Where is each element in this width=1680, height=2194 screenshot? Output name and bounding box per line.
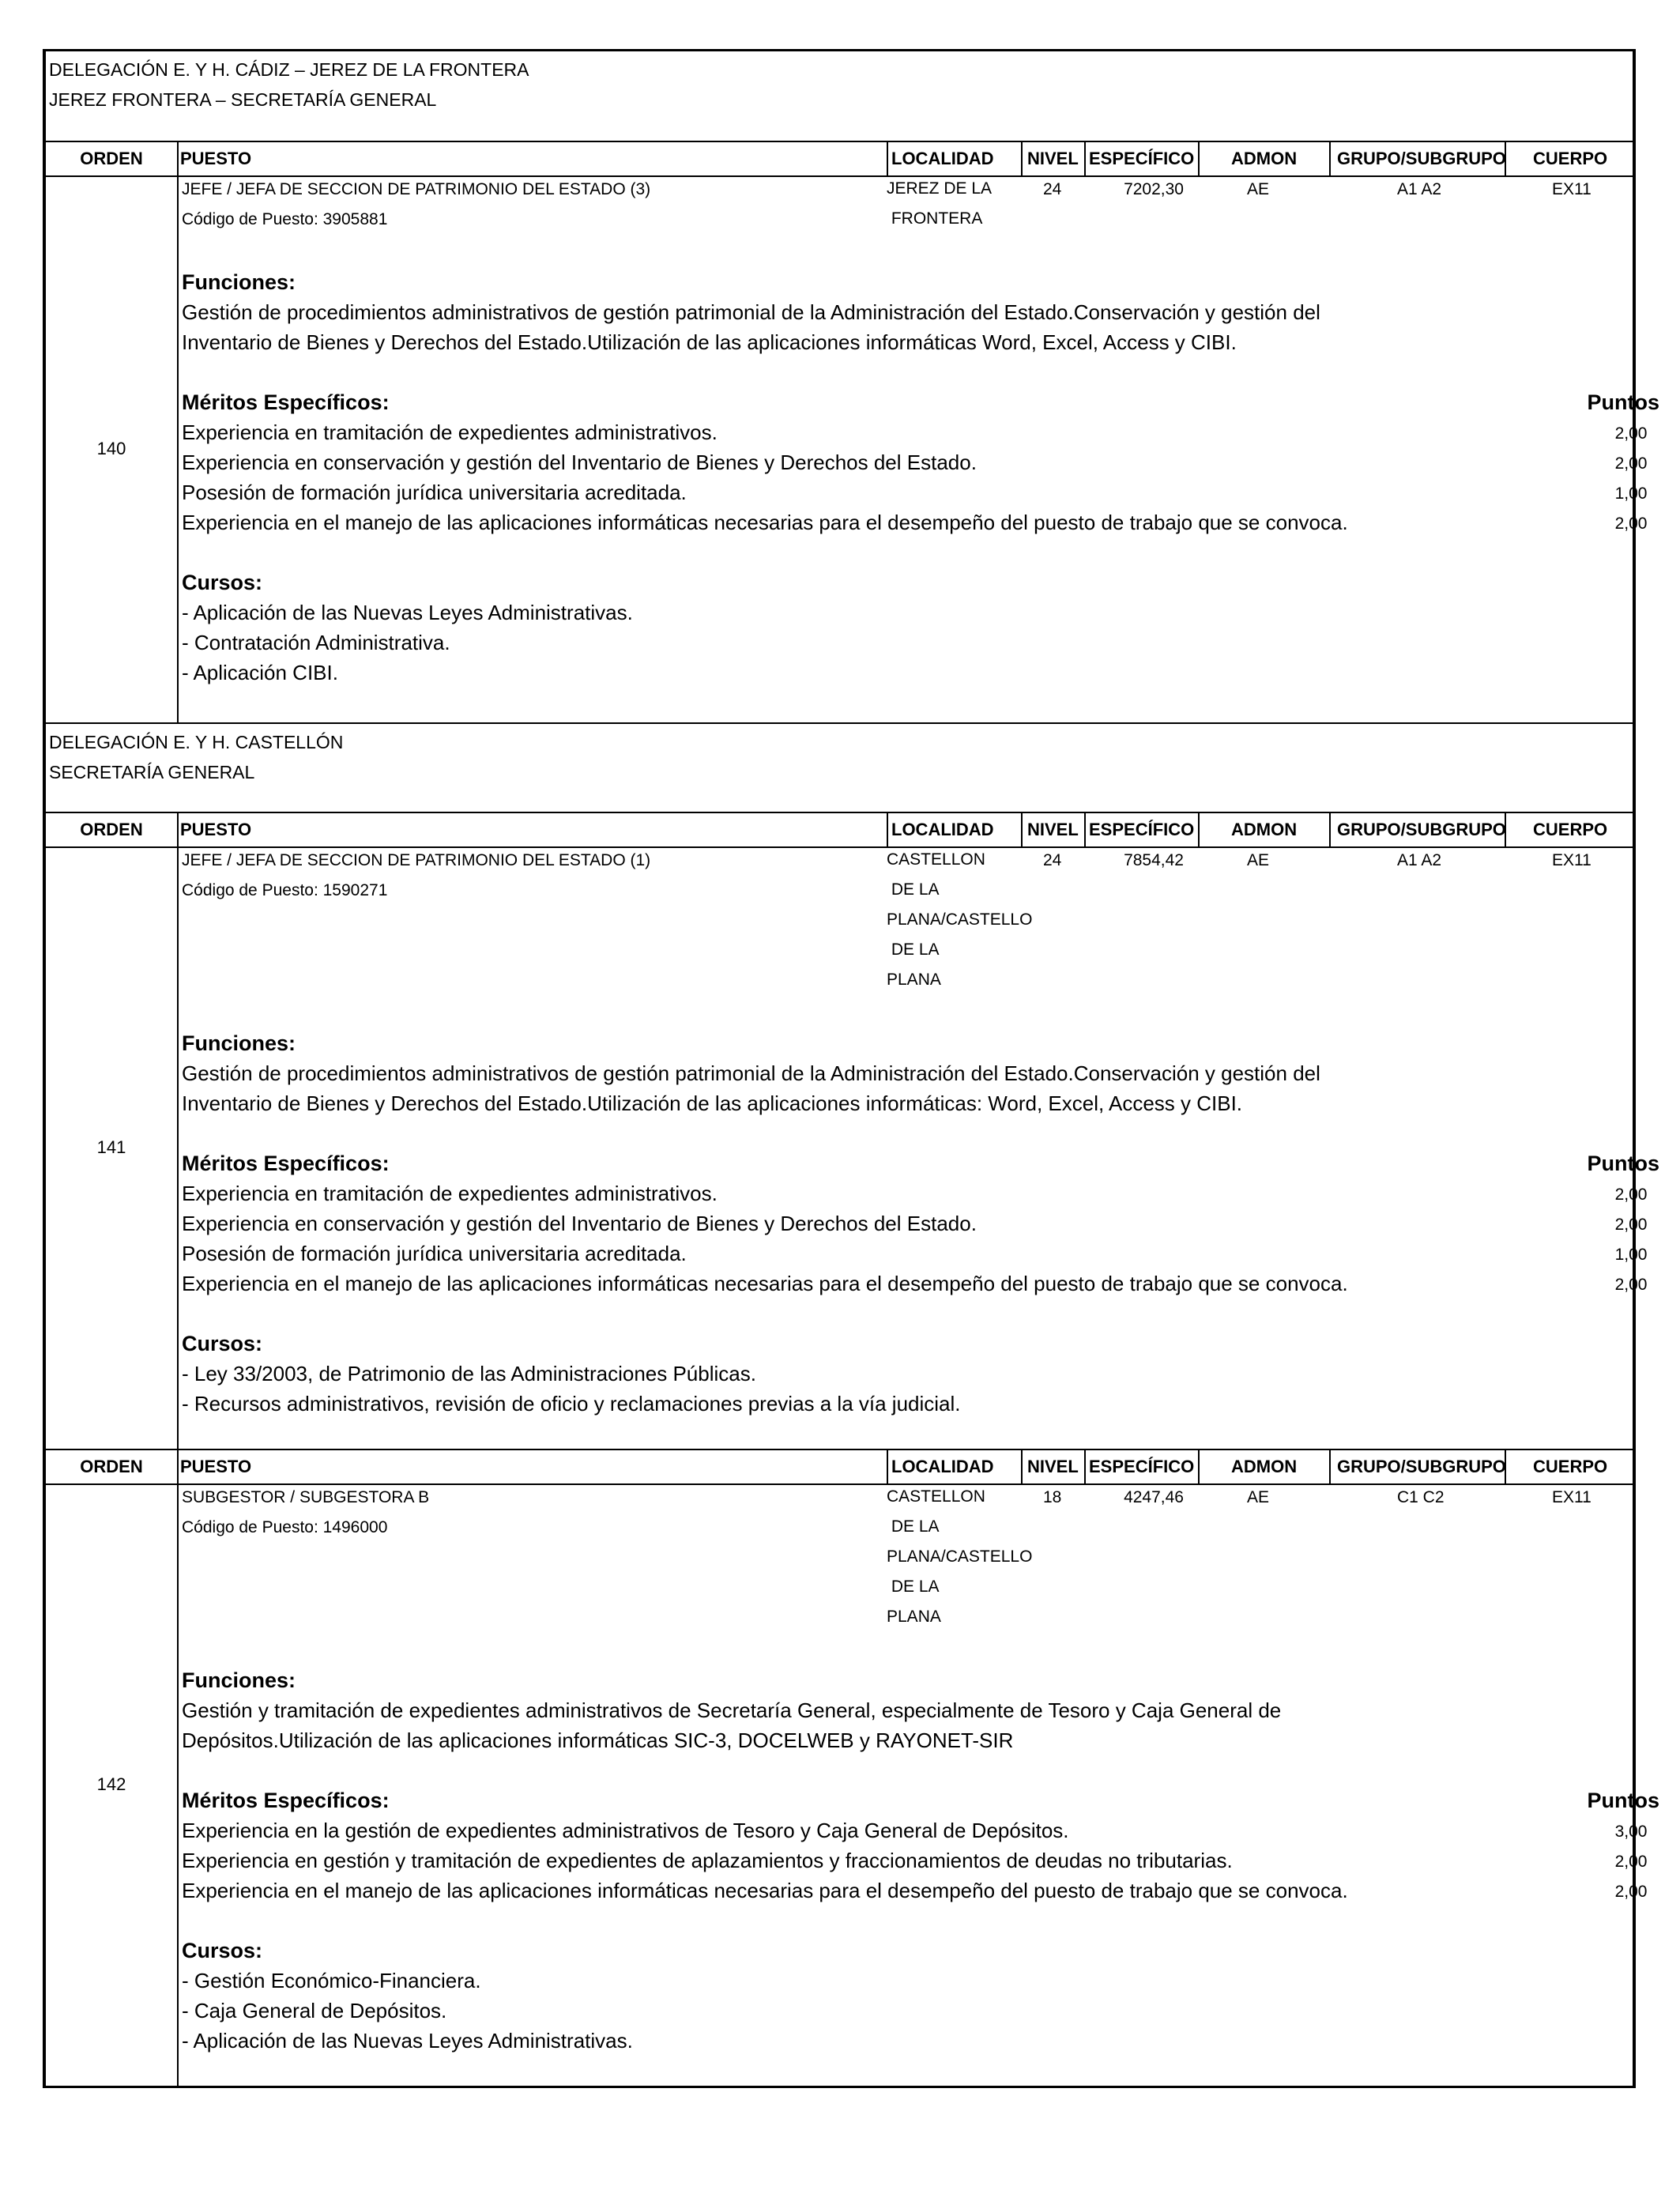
- merito-puntos: 1,00: [1614, 484, 1648, 503]
- curso-line: - Recursos administrativos, revisión de oficio y reclamaciones previas a la vía judicial.: [182, 1392, 961, 1416]
- delegation-line-1: DELEGACIÓN E. Y H. CÁDIZ – JEREZ DE LA FRONTERA: [49, 59, 529, 80]
- puesto-title: JEFE / JEFA DE SECCION DE PATRIMONIO DEL ESTADO (3): [182, 180, 651, 198]
- localidad-value: CASTELLON DE LA PLANA/CASTELLO DE LA PLANA: [887, 1487, 1033, 1626]
- document-frame: [43, 49, 1659, 2088]
- column-header-localidad: LOCALIDAD: [891, 149, 994, 168]
- column-header-orden: ORDEN: [80, 820, 143, 839]
- header-divider: [1329, 813, 1331, 846]
- merito-text: Experiencia en el manejo de las aplicaciones informáticas necesarias para el desempeño del puesto de trabajo que se convoca.: [182, 511, 1348, 534]
- cursos-title: Cursos:: [182, 1332, 263, 1355]
- nivel-value: 24: [1043, 180, 1062, 198]
- curso-line: - Gestión Económico-Financiera.: [182, 1969, 481, 1992]
- codigo-puesto: Código de Puesto: 1496000: [182, 1518, 388, 1536]
- header-divider: [177, 142, 179, 175]
- column-header-orden: ORDEN: [80, 149, 143, 168]
- spacer: [182, 1299, 1667, 1329]
- localidad-value: JEREZ DE LA FRONTERA: [887, 179, 993, 228]
- localidad-value: CASTELLON DE LA PLANA/CASTELLO DE LA PLANA: [887, 850, 1033, 989]
- cuerpo-value: EX11: [1552, 851, 1591, 869]
- funciones-title: Funciones:: [182, 1031, 296, 1055]
- header-divider: [1021, 813, 1023, 846]
- nivel-value: 24: [1043, 851, 1062, 869]
- funciones-line: Gestión y tramitación de expedientes administrativos de Secretaría General, especialmente de Tesoro y Caja General de: [182, 1698, 1282, 1722]
- header-divider: [1084, 142, 1086, 175]
- column-header-grupo: GRUPO/SUBGRUPO: [1337, 820, 1506, 839]
- post-block: [46, 1485, 1659, 2086]
- orden-value: 142: [96, 1774, 126, 1794]
- especifico-value: 4247,46: [1124, 1488, 1184, 1506]
- spacer: [182, 1118, 1667, 1148]
- column-header-localidad: LOCALIDAD: [891, 1457, 994, 1476]
- puntos-label: Puntos: [1587, 1152, 1659, 1175]
- merito-text: Experiencia en el manejo de las aplicaciones informáticas necesarias para el desempeño del puesto de trabajo que se convoca.: [182, 1879, 1348, 1902]
- column-header-admon: ADMON: [1231, 820, 1298, 839]
- column-divider: [177, 177, 179, 722]
- spacer: [182, 1906, 1667, 1936]
- merito-row: [182, 1208, 1667, 1238]
- header-divider: [1198, 813, 1200, 846]
- column-header-admon: ADMON: [1231, 1457, 1298, 1476]
- merito-puntos: 2,00: [1614, 454, 1648, 473]
- delegation-line-2: JEREZ FRONTERA – SECRETARÍA GENERAL: [49, 89, 437, 110]
- merito-row: [182, 507, 1667, 537]
- column-header-orden: ORDEN: [80, 1457, 143, 1476]
- curso-line: - Aplicación CIBI.: [182, 661, 338, 684]
- codigo-puesto: Código de Puesto: 3905881: [182, 210, 388, 228]
- merito-row: [182, 1845, 1667, 1875]
- column-header-puesto: PUESTO: [180, 1457, 252, 1476]
- merito-puntos: 2,00: [1614, 1216, 1648, 1234]
- orden-value: 141: [96, 1137, 126, 1157]
- merito-row: [182, 1269, 1667, 1299]
- merito-puntos: 2,00: [1614, 1186, 1648, 1204]
- column-header-nivel: NIVEL: [1027, 149, 1079, 168]
- delegation-heading: [46, 51, 1633, 142]
- cuerpo-value: EX11: [1552, 180, 1591, 198]
- header-divider: [177, 1450, 179, 1483]
- merito-text: Posesión de formación jurídica universitaria acreditada.: [182, 481, 687, 504]
- grupo-value: A1 A2: [1397, 851, 1442, 869]
- merito-puntos: 2,00: [1614, 1883, 1648, 1901]
- nivel-value: 18: [1043, 1488, 1062, 1506]
- table-header: [46, 1450, 1633, 1485]
- column-header-localidad: LOCALIDAD: [891, 820, 994, 839]
- header-divider: [887, 1450, 888, 1483]
- header-divider: [1198, 142, 1200, 175]
- funciones-line: Inventario de Bienes y Derechos del Estado.Utilización de las aplicaciones informáticas Word, Excel, Access y CIBI.: [182, 330, 1237, 354]
- grupo-value: A1 A2: [1397, 180, 1442, 198]
- column-header-nivel: NIVEL: [1027, 820, 1079, 839]
- header-divider: [1084, 813, 1086, 846]
- column-header-cuerpo: CUERPO: [1533, 1457, 1608, 1476]
- column-header-puesto: PUESTO: [180, 820, 252, 839]
- header-divider: [887, 813, 888, 846]
- header-divider: [887, 142, 888, 175]
- spacer: [182, 357, 1667, 387]
- merito-text: Experiencia en tramitación de expedientes administrativos.: [182, 420, 718, 444]
- merito-text: Experiencia en conservación y gestión del Inventario de Bienes y Derechos del Estado.: [182, 1212, 977, 1235]
- merito-puntos: 2,00: [1614, 1853, 1648, 1871]
- admon-value: AE: [1247, 851, 1270, 869]
- merito-text: Experiencia en el manejo de las aplicaciones informáticas necesarias para el desempeño del puesto de trabajo que se convoca.: [182, 1272, 1348, 1295]
- grupo-value: C1 C2: [1397, 1488, 1445, 1506]
- merito-puntos: 3,00: [1614, 1823, 1648, 1841]
- especifico-value: 7854,42: [1124, 851, 1184, 869]
- merito-row: [182, 1815, 1667, 1845]
- header-divider: [177, 813, 179, 846]
- column-divider: [177, 1485, 179, 2086]
- header-divider: [1021, 142, 1023, 175]
- meritos-title: [182, 387, 1667, 417]
- merito-row: [182, 1875, 1667, 1906]
- column-divider: [177, 848, 179, 1449]
- meritos-title: [182, 1785, 1667, 1815]
- header-divider: [1021, 1450, 1023, 1483]
- merito-text: Posesión de formación jurídica universitaria acreditada.: [182, 1242, 687, 1265]
- merito-row: [182, 417, 1667, 447]
- merito-text: Experiencia en la gestión de expedientes administrativos de Tesoro y Caja General de Depósitos.: [182, 1819, 1069, 1842]
- funciones-line: Depósitos.Utilización de las aplicaciones informáticas SIC-3, DOCELWEB y RAYONET-SIR: [182, 1728, 1014, 1752]
- table-header: [46, 813, 1633, 848]
- especifico-value: 7202,30: [1124, 180, 1184, 198]
- puntos-label: Puntos: [1587, 390, 1659, 414]
- column-header-especifico: ESPECÍFICO: [1089, 1457, 1195, 1476]
- curso-line: - Contratación Administrativa.: [182, 631, 450, 654]
- merito-row: [182, 1238, 1667, 1269]
- header-divider: [1329, 1450, 1331, 1483]
- curso-line: - Ley 33/2003, de Patrimonio de las Administraciones Públicas.: [182, 1362, 756, 1385]
- column-header-cuerpo: CUERPO: [1533, 149, 1608, 168]
- orden-value: 140: [96, 439, 126, 458]
- cursos-title: Cursos:: [182, 1939, 263, 1962]
- curso-line: - Caja General de Depósitos.: [182, 1999, 447, 2022]
- post-block: [46, 177, 1659, 724]
- meritos-label: Méritos Específicos:: [182, 1152, 390, 1175]
- puesto-title: JEFE / JEFA DE SECCION DE PATRIMONIO DEL ESTADO (1): [182, 851, 651, 869]
- curso-line: - Aplicación de las Nuevas Leyes Administrativas.: [182, 601, 633, 624]
- column-header-especifico: ESPECÍFICO: [1089, 149, 1195, 168]
- post-body: [182, 1028, 1667, 1419]
- header-divider: [1198, 1450, 1200, 1483]
- admon-value: AE: [1247, 180, 1270, 198]
- table-header: [46, 142, 1633, 177]
- post-body: [182, 1665, 1667, 2056]
- column-header-especifico: ESPECÍFICO: [1089, 820, 1195, 839]
- merito-text: Experiencia en conservación y gestión del Inventario de Bienes y Derechos del Estado.: [182, 450, 977, 474]
- column-header-nivel: NIVEL: [1027, 1457, 1079, 1476]
- merito-row: [182, 447, 1667, 477]
- funciones-title: Funciones:: [182, 1668, 296, 1692]
- funciones-line: Gestión de procedimientos administrativos de gestión patrimonial de la Administración del Estado.Conservación y gestión del: [182, 300, 1320, 324]
- delegation-line-2: SECRETARÍA GENERAL: [49, 762, 255, 782]
- puntos-label: Puntos: [1587, 1789, 1659, 1812]
- merito-text: Experiencia en gestión y tramitación de expedientes de aplazamientos y fraccionamientos de deudas no tributarias.: [182, 1849, 1233, 1872]
- delegation-heading: [46, 724, 1633, 813]
- column-header-puesto: PUESTO: [180, 149, 252, 168]
- admon-value: AE: [1247, 1488, 1270, 1506]
- merito-puntos: 1,00: [1614, 1246, 1648, 1264]
- meritos-label: Méritos Específicos:: [182, 1789, 390, 1812]
- column-header-grupo: GRUPO/SUBGRUPO: [1337, 1457, 1506, 1476]
- puesto-title: SUBGESTOR / SUBGESTORA B: [182, 1488, 430, 1506]
- spacer: [182, 537, 1667, 567]
- column-header-grupo: GRUPO/SUBGRUPO: [1337, 149, 1506, 168]
- merito-puntos: 2,00: [1614, 1276, 1648, 1294]
- column-header-admon: ADMON: [1231, 149, 1298, 168]
- merito-row: [182, 477, 1667, 507]
- post-block: [46, 848, 1659, 1450]
- funciones-line: Inventario de Bienes y Derechos del Estado.Utilización de las aplicaciones informáticas: Word, Excel, Access y CIBI.: [182, 1091, 1243, 1115]
- header-divider: [1084, 1450, 1086, 1483]
- spacer: [182, 1755, 1667, 1785]
- merito-puntos: 2,00: [1614, 424, 1648, 443]
- cuerpo-value: EX11: [1552, 1488, 1591, 1506]
- merito-text: Experiencia en tramitación de expedientes administrativos.: [182, 1182, 718, 1205]
- funciones-line: Gestión de procedimientos administrativos de gestión patrimonial de la Administración del Estado.Conservación y gestión del: [182, 1061, 1320, 1085]
- merito-puntos: 2,00: [1614, 515, 1648, 533]
- delegation-line-1: DELEGACIÓN E. Y H. CASTELLÓN: [49, 732, 344, 752]
- funciones-title: Funciones:: [182, 270, 296, 294]
- meritos-title: [182, 1148, 1667, 1178]
- meritos-label: Méritos Específicos:: [182, 390, 390, 414]
- header-divider: [1329, 142, 1331, 175]
- cursos-title: Cursos:: [182, 571, 263, 594]
- merito-row: [182, 1178, 1667, 1208]
- post-body: [182, 267, 1667, 688]
- curso-line: - Aplicación de las Nuevas Leyes Administrativas.: [182, 2029, 633, 2053]
- codigo-puesto: Código de Puesto: 1590271: [182, 881, 388, 899]
- column-header-cuerpo: CUERPO: [1533, 820, 1608, 839]
